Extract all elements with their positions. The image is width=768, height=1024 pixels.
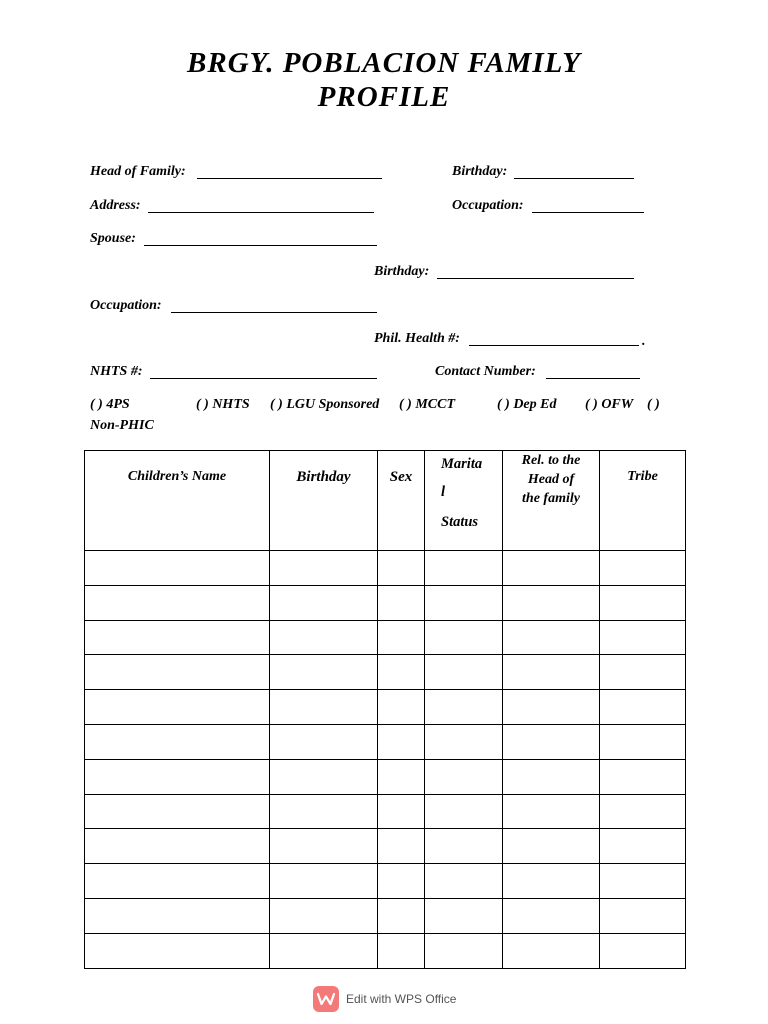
title-line-2: PROFILE bbox=[317, 81, 451, 113]
spouse-birthday-label: Birthday: bbox=[374, 264, 430, 279]
spouse-label: Spouse: bbox=[90, 231, 136, 246]
nhts-label: NHTS #: bbox=[90, 364, 143, 379]
table-header-row bbox=[85, 451, 686, 551]
table-row bbox=[85, 794, 686, 829]
table-cell[interactable] bbox=[85, 551, 270, 586]
table-cell[interactable] bbox=[378, 898, 425, 933]
table-cell[interactable] bbox=[425, 829, 503, 864]
table-cell[interactable] bbox=[600, 690, 686, 725]
table-row bbox=[85, 585, 686, 620]
table-cell[interactable] bbox=[378, 620, 425, 655]
phil-health-suffix: . bbox=[642, 334, 646, 349]
title-line-1: BRGY. POBLACION FAMILY bbox=[187, 47, 581, 79]
col-header-relation: Rel. to the Head of the family bbox=[503, 451, 600, 551]
table-cell[interactable] bbox=[85, 759, 270, 794]
table-cell[interactable] bbox=[600, 898, 686, 933]
table-row bbox=[85, 829, 686, 864]
table-cell[interactable] bbox=[503, 829, 600, 864]
table-cell[interactable] bbox=[600, 585, 686, 620]
table-cell[interactable] bbox=[425, 864, 503, 899]
wps-logo-icon bbox=[313, 986, 339, 1012]
contact-number-field[interactable] bbox=[546, 378, 640, 379]
table-cell[interactable] bbox=[85, 585, 270, 620]
birthday-label: Birthday: bbox=[452, 164, 508, 179]
table-cell[interactable] bbox=[425, 933, 503, 968]
table-cell[interactable] bbox=[425, 794, 503, 829]
table-cell[interactable] bbox=[503, 794, 600, 829]
head-of-family-field[interactable] bbox=[197, 178, 382, 179]
table-row bbox=[85, 864, 686, 899]
table-cell[interactable] bbox=[85, 829, 270, 864]
table-cell[interactable] bbox=[425, 690, 503, 725]
table-cell[interactable] bbox=[270, 759, 378, 794]
table-cell[interactable] bbox=[503, 933, 600, 968]
table-cell[interactable] bbox=[503, 585, 600, 620]
table-row bbox=[85, 759, 686, 794]
table-cell[interactable] bbox=[600, 864, 686, 899]
option-dep-ed[interactable]: ( ) Dep Ed bbox=[497, 397, 557, 412]
table-cell[interactable] bbox=[425, 655, 503, 690]
table-cell[interactable] bbox=[378, 794, 425, 829]
spouse-occupation-field[interactable] bbox=[171, 312, 377, 313]
table-cell[interactable] bbox=[503, 759, 600, 794]
birthday-field[interactable] bbox=[514, 178, 634, 179]
table-cell[interactable] bbox=[378, 551, 425, 586]
wps-edit-label: Edit with WPS Office bbox=[346, 991, 457, 1006]
table-cell[interactable] bbox=[425, 585, 503, 620]
table-cell[interactable] bbox=[378, 585, 425, 620]
table-cell[interactable] bbox=[378, 690, 425, 725]
option-nhts[interactable]: ( ) NHTS bbox=[196, 397, 250, 412]
table-cell[interactable] bbox=[270, 585, 378, 620]
table-cell[interactable] bbox=[600, 551, 686, 586]
table-cell[interactable] bbox=[378, 829, 425, 864]
address-field[interactable] bbox=[148, 212, 374, 213]
col-header-name: Children’s Name bbox=[85, 451, 270, 551]
table-cell[interactable] bbox=[85, 898, 270, 933]
table-cell[interactable] bbox=[270, 724, 378, 759]
table-cell[interactable] bbox=[378, 933, 425, 968]
table-cell[interactable] bbox=[600, 655, 686, 690]
occupation-field[interactable] bbox=[532, 212, 644, 213]
table-cell[interactable] bbox=[503, 551, 600, 586]
table-cell[interactable] bbox=[378, 724, 425, 759]
table-cell[interactable] bbox=[270, 898, 378, 933]
table-cell[interactable] bbox=[600, 829, 686, 864]
phil-health-field[interactable] bbox=[469, 345, 639, 346]
contact-number-label: Contact Number: bbox=[435, 364, 536, 379]
head-of-family-label: Head of Family: bbox=[90, 164, 186, 179]
option-non-phic-box[interactable]: ( ) bbox=[647, 397, 660, 412]
option-4ps[interactable]: ( ) 4PS bbox=[90, 397, 130, 412]
table-cell[interactable] bbox=[85, 690, 270, 725]
table-row bbox=[85, 620, 686, 655]
table-cell[interactable] bbox=[425, 551, 503, 586]
table-cell[interactable] bbox=[425, 898, 503, 933]
table-cell[interactable] bbox=[270, 794, 378, 829]
col-header-sex: Sex bbox=[378, 451, 425, 551]
table-row bbox=[85, 551, 686, 586]
table-cell[interactable] bbox=[600, 724, 686, 759]
option-non-phic-label: Non-PHIC bbox=[90, 418, 154, 433]
table-cell[interactable] bbox=[270, 690, 378, 725]
table-cell[interactable] bbox=[85, 620, 270, 655]
table-row bbox=[85, 724, 686, 759]
table-row bbox=[85, 690, 686, 725]
table-cell[interactable] bbox=[503, 620, 600, 655]
table-row bbox=[85, 655, 686, 690]
table-cell[interactable] bbox=[600, 794, 686, 829]
nhts-field[interactable] bbox=[150, 378, 377, 379]
col-header-tribe: Tribe bbox=[600, 451, 686, 551]
col-header-birthday: Birthday bbox=[270, 451, 378, 551]
table-cell[interactable] bbox=[378, 759, 425, 794]
table-cell[interactable] bbox=[85, 794, 270, 829]
children-table bbox=[84, 450, 686, 969]
table-cell[interactable] bbox=[378, 864, 425, 899]
table-cell[interactable] bbox=[425, 759, 503, 794]
table-cell[interactable] bbox=[600, 759, 686, 794]
spouse-field[interactable] bbox=[144, 245, 377, 246]
table-cell[interactable] bbox=[270, 655, 378, 690]
table-cell[interactable] bbox=[270, 620, 378, 655]
spouse-occupation-label: Occupation: bbox=[90, 298, 162, 313]
wps-edit-button[interactable] bbox=[313, 985, 456, 1012]
table-cell[interactable] bbox=[270, 933, 378, 968]
spouse-birthday-field[interactable] bbox=[437, 278, 634, 279]
table-cell[interactable] bbox=[600, 933, 686, 968]
table-cell[interactable] bbox=[503, 690, 600, 725]
option-mcct[interactable]: ( ) MCCT bbox=[399, 397, 455, 412]
option-ofw[interactable]: ( ) OFW bbox=[585, 397, 634, 412]
option-lgu-sponsored[interactable]: ( ) LGU Sponsored bbox=[270, 397, 380, 412]
address-label: Address: bbox=[90, 198, 141, 213]
phil-health-label: Phil. Health #: bbox=[374, 331, 460, 346]
table-cell[interactable] bbox=[85, 655, 270, 690]
table-cell[interactable] bbox=[600, 620, 686, 655]
occupation-label: Occupation: bbox=[452, 198, 524, 213]
table-cell[interactable] bbox=[503, 864, 600, 899]
table-cell[interactable] bbox=[85, 724, 270, 759]
table-cell[interactable] bbox=[503, 898, 600, 933]
table-row bbox=[85, 933, 686, 968]
table-cell[interactable] bbox=[378, 655, 425, 690]
table-cell[interactable] bbox=[503, 724, 600, 759]
table-cell[interactable] bbox=[425, 620, 503, 655]
table-cell[interactable] bbox=[85, 933, 270, 968]
table-row bbox=[85, 898, 686, 933]
table-cell[interactable] bbox=[425, 724, 503, 759]
table-cell[interactable] bbox=[270, 551, 378, 586]
table-cell[interactable] bbox=[503, 655, 600, 690]
table-cell[interactable] bbox=[270, 864, 378, 899]
col-header-marital-status: Marita l Status bbox=[425, 451, 503, 551]
table-cell[interactable] bbox=[85, 864, 270, 899]
table-cell[interactable] bbox=[270, 829, 378, 864]
